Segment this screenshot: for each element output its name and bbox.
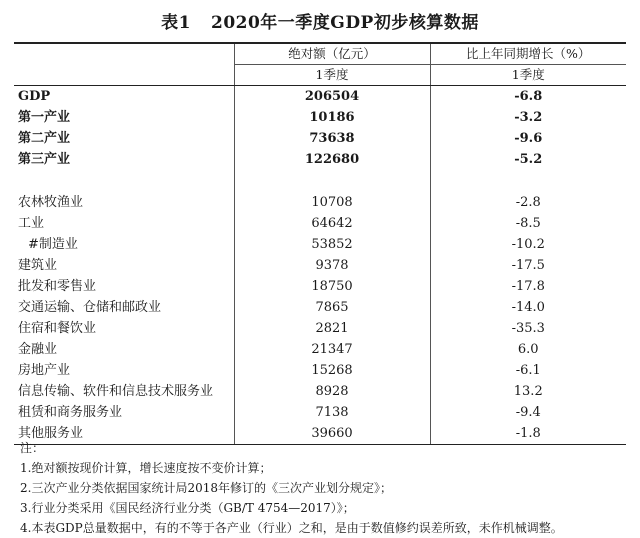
table-row [14, 276, 626, 297]
row-growth-value: -9.6 [430, 128, 626, 149]
table-number: 表1 [161, 13, 191, 33]
row-absolute-value: 7865 [234, 297, 430, 318]
notes [20, 438, 630, 538]
row-name: 工业 [18, 216, 45, 231]
table-row [14, 192, 626, 213]
row-growth-value: -2.8 [430, 192, 626, 213]
note-item: 1.绝对额按现价计算，增长速度按不变价计算； [20, 461, 272, 475]
row-name: 第一产业 [18, 110, 71, 125]
table-row [14, 360, 626, 381]
spacer-row [14, 170, 626, 192]
row-absolute-value: 73638 [234, 128, 430, 149]
row-name: 批发和零售业 [18, 279, 97, 294]
row-name: 租赁和商务服务业 [18, 405, 123, 420]
spacer-cell [430, 170, 626, 192]
note-item: 3.行业分类采用《国民经济行业分类（GB/T 4754—2017）》； [20, 501, 355, 515]
note-item: 4.本表GDP总量数据中，有的不等于各产业（行业）之和，是由于数值修约误差所致，未作机械调整。 [20, 521, 563, 535]
row-name: 房地产业 [18, 363, 71, 378]
row-absolute-value: 8928 [234, 381, 430, 402]
table-row [14, 297, 626, 318]
row-absolute-value: 21347 [234, 339, 430, 360]
row-name: 农林牧渔业 [18, 195, 84, 210]
header-blank [14, 43, 234, 65]
table-row [14, 255, 626, 276]
row-growth-value: -17.8 [430, 276, 626, 297]
table-row [14, 107, 626, 128]
subheader-growth: 1季度 [430, 65, 626, 86]
subheader-absolute: 1季度 [234, 65, 430, 86]
spacer-cell [234, 170, 430, 192]
table-row [14, 86, 626, 108]
table-row [14, 128, 626, 149]
row-absolute-value: 15268 [234, 360, 430, 381]
row-growth-value: -3.2 [430, 107, 626, 128]
row-name: 信息传输、软件和信息技术服务业 [18, 384, 214, 399]
table-row [14, 149, 626, 170]
row-absolute-value: 10708 [234, 192, 430, 213]
row-absolute-value: 9378 [234, 255, 430, 276]
row-absolute-value: 122680 [234, 149, 430, 170]
row-name: GDP [18, 89, 51, 104]
table-row [14, 234, 626, 255]
gdp-table [14, 42, 626, 445]
row-absolute-value: 10186 [234, 107, 430, 128]
spacer-cell [14, 170, 234, 192]
row-absolute-value: 2821 [234, 318, 430, 339]
subheader-row [14, 65, 626, 86]
row-name: 交通运输、仓储和邮政业 [18, 300, 162, 315]
row-name: 住宿和餐饮业 [18, 321, 97, 336]
row-name: 第二产业 [18, 131, 71, 146]
row-absolute-value: 39660 [234, 423, 430, 445]
table-row [14, 318, 626, 339]
row-growth-value: -8.5 [430, 213, 626, 234]
row-name: 第三产业 [18, 152, 71, 167]
header-row [14, 43, 626, 65]
row-name: 建筑业 [18, 258, 58, 273]
header-absolute: 绝对额（亿元） [234, 43, 430, 65]
header-growth: 比上年同期增长（%） [430, 43, 626, 65]
row-growth-value: 6.0 [430, 339, 626, 360]
table-row [14, 339, 626, 360]
row-growth-value: -9.4 [430, 402, 626, 423]
row-growth-value: -1.8 [430, 423, 626, 445]
table-title-text: 2020年一季度GDP初步核算数据 [210, 13, 479, 33]
row-growth-value: -14.0 [430, 297, 626, 318]
row-growth-value: -35.3 [430, 318, 626, 339]
note-item: 2.三次产业分类依据国家统计局2018年修订的《三次产业划分规定》； [20, 481, 392, 495]
row-absolute-value: 7138 [234, 402, 430, 423]
table-row [14, 402, 626, 423]
row-growth-value: -6.8 [430, 86, 626, 108]
row-name: 金融业 [18, 342, 58, 357]
subheader-blank [14, 65, 234, 86]
row-name: 其他服务业 [14, 423, 234, 445]
notes-label: 注： [20, 441, 45, 455]
table-row [14, 213, 626, 234]
row-absolute-value: 206504 [234, 86, 430, 108]
row-growth-value: -5.2 [430, 149, 626, 170]
table-row [14, 381, 626, 402]
row-absolute-value: 64642 [234, 213, 430, 234]
table-title [0, 8, 640, 33]
row-name: #制造业 [28, 237, 78, 252]
row-absolute-value: 53852 [234, 234, 430, 255]
row-growth-value: -10.2 [430, 234, 626, 255]
row-growth-value: -17.5 [430, 255, 626, 276]
row-absolute-value: 18750 [234, 276, 430, 297]
row-growth-value: -6.1 [430, 360, 626, 381]
row-growth-value: 13.2 [430, 381, 626, 402]
